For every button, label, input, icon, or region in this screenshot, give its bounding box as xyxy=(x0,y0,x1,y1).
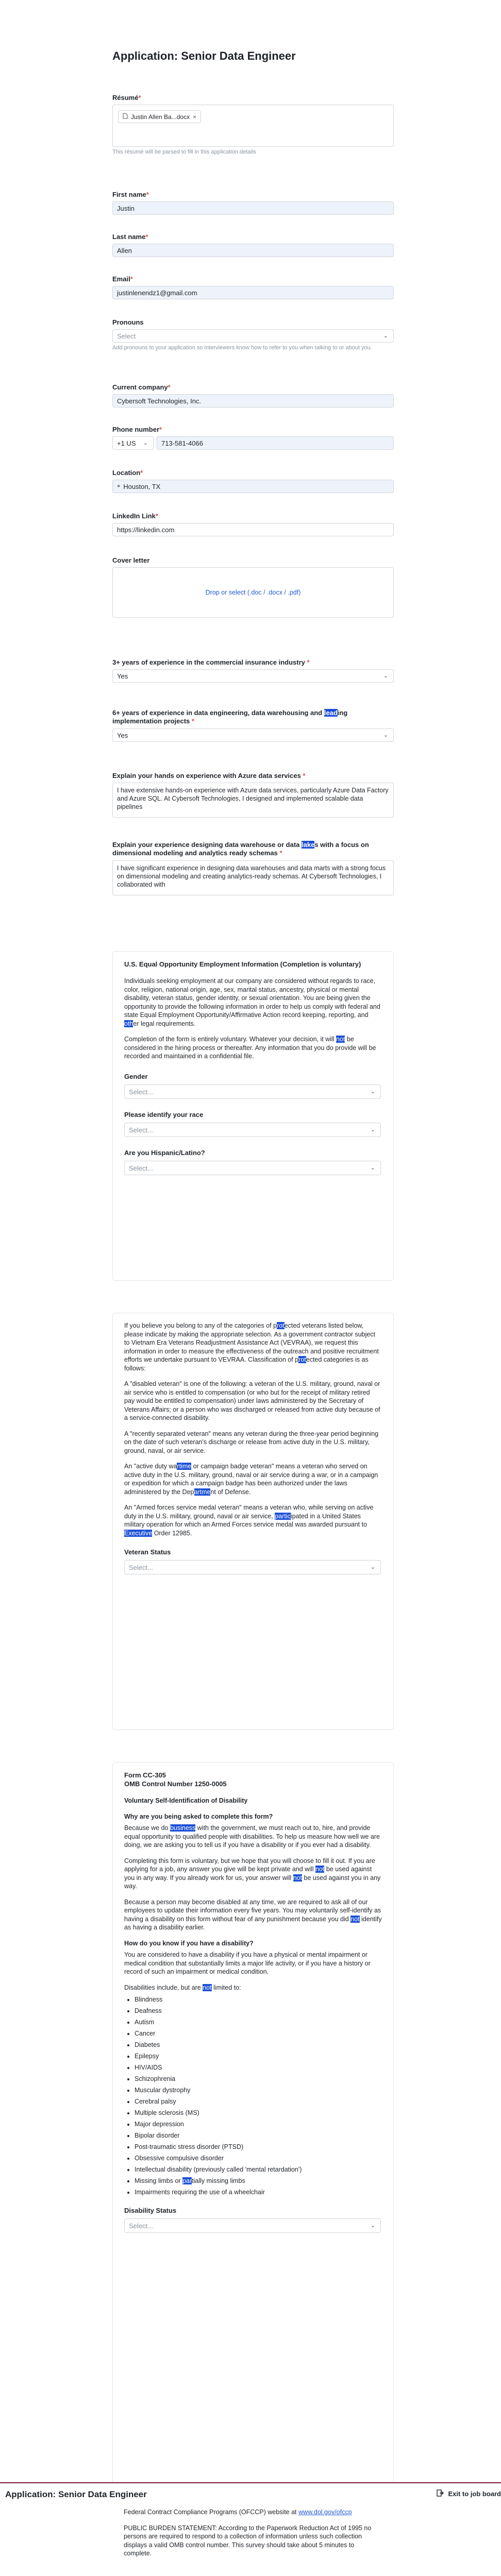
gender-select[interactable] xyxy=(124,1084,381,1099)
question-industry-label: 3+ years of experience in the commercial insurance industry xyxy=(112,658,305,666)
veteran-medal-mid: ipated in a United States military operation for which an Armed Forces service medal was awarded pursuant to xyxy=(124,1512,368,1528)
disability-change-hl: not xyxy=(350,1915,360,1923)
question-design-label-post: s with a focus on dimensional modeling and analytics ready schemas xyxy=(112,841,369,857)
veteran-status-select[interactable] xyxy=(124,1560,381,1574)
exit-icon xyxy=(437,2489,444,2498)
disability-heading: Voluntary Self-Identification of Disability xyxy=(124,1797,248,1804)
race-select[interactable] xyxy=(124,1123,381,1137)
veteran-medal-post: Order 12985. xyxy=(152,1529,192,1537)
question-dw-years: 6+ years of experience in data engineering, data warehousing and leading implementation projects * Yes ⌄ xyxy=(112,709,394,742)
disability-form-id: Form CC-305 xyxy=(124,1771,166,1779)
first-name-input[interactable]: Justin xyxy=(112,201,394,215)
phone-country: +1 US xyxy=(117,439,136,447)
email-label: Email xyxy=(112,275,130,283)
sticky-header xyxy=(0,2482,501,2506)
question-industry-select[interactable] xyxy=(112,669,394,683)
pronouns-field xyxy=(112,318,394,351)
linkedin-input[interactable]: https://linkedin.com xyxy=(112,523,394,536)
email-field: Email* justinlenendz1@gmail.com xyxy=(112,275,394,299)
phone-label: Phone number xyxy=(112,426,160,433)
map-pin-icon: ⌖ xyxy=(117,483,121,489)
question-dw-design: Explain your experience designing data warehouse or data lakes with a focus on dimensional modeling and analytics ready schemas * I have significant experience in designing data warehouses and data marts with a strong focus on dimensional modeling and creating analytics-ready schemas. At Cybersoft Technologies, I collaborated with xyxy=(112,841,394,895)
list-item: • Deafness xyxy=(135,2005,382,2016)
resume-file-chip[interactable] xyxy=(118,110,201,123)
veteran-medal-hl: partic xyxy=(275,1512,291,1520)
exit-button[interactable] xyxy=(437,2489,501,2498)
eeo-voluntary-pre: Completion of the form is entirely voluntary. Whatever your decision, it will xyxy=(124,1036,337,1043)
pronouns-select[interactable] xyxy=(112,329,394,343)
missing-limbs-pre: Missing limbs or xyxy=(135,2177,183,2184)
list-item: • Major depression xyxy=(135,2119,382,2130)
list-item: • Post-traumatic stress disorder (PTSD) xyxy=(135,2141,382,2153)
disability-change-pre: Because a person may become disabled at any time, we are required to ask all of our employees to update their information every five years. You may voluntarily self-identify as having a disability on this form without fear of any punishment because you did xyxy=(124,1898,381,1923)
question-design-label-highlight: lake xyxy=(302,841,315,849)
sticky-title: Application: Senior Data Engineer xyxy=(5,2489,147,2499)
hispanic-placeholder: Select... xyxy=(129,1164,153,1172)
location-value: Houston, TX xyxy=(123,482,161,490)
list-item: • HIV/AIDS xyxy=(135,2062,382,2073)
last-name-label: Last name xyxy=(112,233,146,241)
disability-omb: OMB Control Number 1250-0005 xyxy=(124,1780,227,1788)
veteran-panel xyxy=(112,1313,394,1730)
resume-dropzone[interactable] xyxy=(112,105,394,147)
cover-letter-dropzone[interactable] xyxy=(112,567,394,618)
list-item: • Obsessive compulsive disorder xyxy=(135,2153,382,2164)
ofccp-link[interactable]: www.dol.gov/ofccp xyxy=(298,2509,352,2516)
veteran-intro-pre: If you believe you belong to any of the categories of p xyxy=(124,1322,277,1329)
veteran-recent-def: A "recently separated veteran" means any veteran during the three-year period beginning on the date of such veteran's discharge or release from active duty in the U.S. military, ground, naval, or air service. xyxy=(124,1430,379,1454)
eeo-title: U.S. Equal Opportunity Employment Information (Completion is voluntary) xyxy=(124,960,361,968)
gender-label: Gender xyxy=(124,1072,148,1080)
list-item: • Multiple sclerosis (MS) xyxy=(135,2107,382,2119)
question-dw-label-post: ing implementation projects xyxy=(112,709,348,725)
veteran-wartime-hl2: artme xyxy=(194,1488,211,1496)
chevron-down-icon: ⌄ xyxy=(370,1564,375,1570)
list-item: • Schizophrenia xyxy=(135,2073,382,2084)
cover-letter-drop-text[interactable]: Drop or select (.doc / .docx / .pdf) xyxy=(205,589,301,596)
document-icon xyxy=(123,113,128,121)
disability-include-hl: not xyxy=(203,1984,212,1991)
disability-complete-pre: Completing this form is voluntary, but we hope that you will choose to fill it out. If you are applying for a job, any answer you give will be kept private and will xyxy=(124,1857,375,1873)
veteran-intro-post: ected categories is as follows: xyxy=(124,1356,369,1372)
list-item xyxy=(135,2175,382,2187)
disability-include-pre: Disabilities include, but are xyxy=(124,1984,203,1991)
missing-limbs-post: tially missing limbs xyxy=(192,2177,245,2184)
question-dw-select[interactable] xyxy=(112,728,394,742)
first-name-label: First name xyxy=(112,191,146,198)
veteran-status-placeholder: Select... xyxy=(129,1564,153,1571)
eeo-intro-highlight: oth xyxy=(124,1020,133,1027)
list-item: • Intellectual disability (previously called 'mental retardation') xyxy=(135,2164,382,2175)
veteran-disabled-def: A "disabled veteran" is one of the following: a veteran of the U.S. military, ground, naval or air service who is entitled to compensation (or who but for the receipt of military retired pay would be entitled to compensation) under laws administered by the Secretary of Veterans Affairs; or a person who was discharged or released from active duty because of a service-connected disability. xyxy=(124,1380,380,1421)
disability-complete-hl2: not xyxy=(293,1874,303,1882)
eeo-panel xyxy=(112,951,394,1281)
veteran-status-label: Veteran Status xyxy=(124,1548,171,1556)
exit-label: Exit to job board xyxy=(448,2490,501,2498)
pronouns-hint: Add pronouns to your application so interviewers know how to refer to you when talking to or about you. xyxy=(112,345,372,351)
question-dw-label-pre: 6+ years of experience in data engineering, data warehousing and xyxy=(112,709,324,717)
resume-field: Résumé* Justin Allen Ba...docx × This résumé will be parsed to fill in this application details xyxy=(112,94,394,155)
list-item: • Cerebral palsy xyxy=(135,2096,382,2107)
list-item: • Diabetes xyxy=(135,2039,382,2050)
disability-list xyxy=(124,1994,382,2198)
disability-why-pre: Because we do xyxy=(124,1824,170,1832)
pronouns-label: Pronouns xyxy=(112,318,144,326)
disability-status-placeholder: Select... xyxy=(129,2222,153,2230)
list-item: • Epilepsy xyxy=(135,2050,382,2062)
burden-statement: PUBLIC BURDEN STATEMENT: According to the Paperwork Reduction Act of 1995 no persons are required to respond to a collection of information unless such collection displays a valid OMB control number. This survey should take about 5 minutes to complete. xyxy=(124,2524,372,2557)
veteran-medal-hl2: Executive xyxy=(124,1529,153,1537)
chevron-down-icon: ⌄ xyxy=(383,673,388,679)
question-azure-label: Explain your hands on experience with Azure data services xyxy=(112,772,301,779)
disability-how-heading: How do you know if you have a disability? xyxy=(124,1939,254,1947)
last-name-input[interactable]: Allen xyxy=(112,244,394,257)
phone-input[interactable]: 713-581-4066 xyxy=(157,436,394,450)
question-azure: Explain your hands on experience with Azure data services * I have extensive hands-on experience with Azure data services, particularly Azure Data Factory and Azure SQL. At Cybersoft Technologies, I designed and implemented scalable data pipelines xyxy=(112,772,394,818)
disability-why-hl: business xyxy=(170,1824,196,1832)
eeo-intro: Individuals seeking employment at our company are considered without regards to race, color, religion, national origin, age, sex, marital status, ancestry, physical or mental disability, veteran status, gender identity, or sexual orientation. You are being given the opportunity to provide the following information in order to help us comply with federal and state Equal Employment Opportunity/Affirmative Action record keeping, reporting, and xyxy=(124,977,380,1019)
question-design-label-pre: Explain your experience designing data warehouse or data xyxy=(112,841,302,849)
chevron-down-icon: ⌄ xyxy=(370,1088,375,1095)
location-input[interactable] xyxy=(112,480,394,493)
close-icon[interactable]: × xyxy=(193,113,197,121)
current-company-input[interactable]: Cybersoft Technologies, Inc. xyxy=(112,394,394,408)
last-name-field: Last name* Allen xyxy=(112,233,394,257)
email-input[interactable]: justinlenendz1@gmail.com xyxy=(112,286,394,299)
race-label: Please identify your race xyxy=(124,1110,204,1118)
resume-hint: This résumé will be parsed to fill in this application details xyxy=(112,149,256,155)
disability-how-text: You are considered to have a disability if you have a physical or mental impairment or medical condition that substantially limits a major life activity, or if you have a history or record of such an impairment or medical condition. xyxy=(124,1951,371,1975)
disability-complete-mid: be used against you in any way. If you already work for us, your answer will xyxy=(124,1866,372,1882)
cover-letter-field xyxy=(112,556,394,618)
question-design-textarea[interactable]: I have significant experience in designing data warehouses and data marts with a strong focus on dimensional modeling and creating analytics-ready schemas. At Cybersoft Technologies, I collaborated with xyxy=(112,860,394,895)
race-placeholder: Select... xyxy=(129,1126,153,1134)
disability-why-heading: Why are you being asked to complete this form? xyxy=(124,1812,273,1820)
eeo-voluntary-highlight: not xyxy=(336,1036,345,1043)
veteran-wartime-post: nt of Defense. xyxy=(210,1488,251,1496)
resume-file-name: Justin Allen Ba...docx xyxy=(131,113,190,121)
disability-panel xyxy=(112,1762,394,2494)
ofccp-section xyxy=(124,2508,381,2565)
chevron-down-icon: ⌄ xyxy=(143,440,148,446)
hispanic-label: Are you Hispanic/Latino? xyxy=(124,1148,205,1157)
disability-complete-post: be used against you in any way. xyxy=(124,1874,381,1890)
location-field: Location* ⌖ Houston, TX xyxy=(112,469,394,493)
list-item: • Muscular dystrophy xyxy=(135,2084,382,2096)
hispanic-select[interactable] xyxy=(124,1161,381,1175)
veteran-medal-pre: An "Armed forces service medal veteran" means a veteran who, while serving on active duty in the U.S. military, ground, naval or air service, xyxy=(124,1504,374,1520)
current-company-label: Current company xyxy=(112,383,168,391)
list-item: • Blindness xyxy=(135,1994,382,2005)
eeo-voluntary-post: be considered in the hiring process or thereafter. Any information that you do provide will be recorded and maintained in a confidential file. xyxy=(124,1036,376,1060)
list-item: • Impairments requiring the use of a wheelchair xyxy=(135,2187,382,2198)
eeo-intro-post: er legal requirements. xyxy=(133,1020,196,1027)
veteran-intro-mid: ected veterans listed below, please indicate by making the appropriate selection. As a government contractor subject to Vietnam Era Veterans Readjustment Assistance Act (VEVRAA), we request this information in order to measure the effectiveness of the outreach and positive recruitment efforts we undertake pursuant to VEVRAA. Classification of p xyxy=(124,1322,379,1363)
pronouns-placeholder: Select xyxy=(117,332,136,340)
chevron-down-icon: ⌄ xyxy=(370,1126,375,1133)
question-azure-textarea[interactable]: I have extensive hands-on experience with Azure data services, particularly Azure Data Factory and Azure SQL. At Cybersoft Technologies, I designed and implemented scalable data pipelines xyxy=(112,783,394,818)
disability-complete-hl: not xyxy=(315,1866,325,1873)
question-industry-years: 3+ years of experience in the commercial insurance industry * Yes ⌄ xyxy=(112,658,394,683)
current-company-field: Current company* Cybersoft Technologies, Inc. xyxy=(112,383,394,408)
chevron-down-icon: ⌄ xyxy=(370,1164,375,1171)
disability-why-post: with the government, we must reach out to, hire, and provide equal opportunity to qualified people with disabilities. To help us measure how well we are doing, we are asking you to tell us if you have a disability or if you ever had a disability. xyxy=(124,1824,380,1849)
list-item: • Autism xyxy=(135,2016,382,2028)
gender-placeholder: Select... xyxy=(129,1088,153,1096)
question-dw-label-highlight: lead xyxy=(324,709,338,717)
disability-status-label: Disability Status xyxy=(124,2207,177,2214)
veteran-wartime-hl: rtime xyxy=(177,1463,192,1470)
veteran-wartime-mid: or campaign badge veteran" means a veteran who served on active duty in the U.S. military, ground, naval or air service during a war, or in a campaign or expedition for which a campaign badge has been authorized under the laws administered by the Dep xyxy=(124,1463,378,1496)
phone-country-select[interactable] xyxy=(112,436,154,450)
question-dw-value: Yes xyxy=(117,732,128,739)
list-item: • Cancer xyxy=(135,2028,382,2039)
first-name-field: First name* Justin xyxy=(112,191,394,215)
disability-include-post: limited to: xyxy=(211,1984,241,1991)
linkedin-field: LinkedIn Link* https://linkedin.com xyxy=(112,512,394,536)
page-title: Application: Senior Data Engineer xyxy=(112,49,296,62)
resume-label: Résumé xyxy=(112,94,139,101)
location-label: Location xyxy=(112,469,141,477)
disability-status-select[interactable] xyxy=(124,2218,381,2233)
missing-limbs-hl: par xyxy=(182,2177,192,2184)
veteran-wartime-pre: An "active duty wa xyxy=(124,1463,177,1470)
disability-change-post: identify as having a disability earlier. xyxy=(124,1915,382,1931)
veteran-intro-hl2: rot xyxy=(298,1356,306,1363)
chevron-down-icon: ⌄ xyxy=(383,732,388,738)
phone-field: Phone number* +1 US ⌄ 713-581-4066 xyxy=(112,426,394,450)
ofccp-text: Federal Contract Compliance Programs (OFCCP) website at xyxy=(124,2509,299,2516)
list-item: • Bipolar disorder xyxy=(135,2130,382,2141)
linkedin-label: LinkedIn Link xyxy=(112,512,156,520)
chevron-down-icon: ⌄ xyxy=(370,2223,375,2229)
question-industry-value: Yes xyxy=(117,672,128,680)
veteran-intro-hl: rot xyxy=(277,1322,285,1329)
cover-letter-label: Cover letter xyxy=(112,556,150,564)
chevron-down-icon: ⌄ xyxy=(383,333,388,339)
